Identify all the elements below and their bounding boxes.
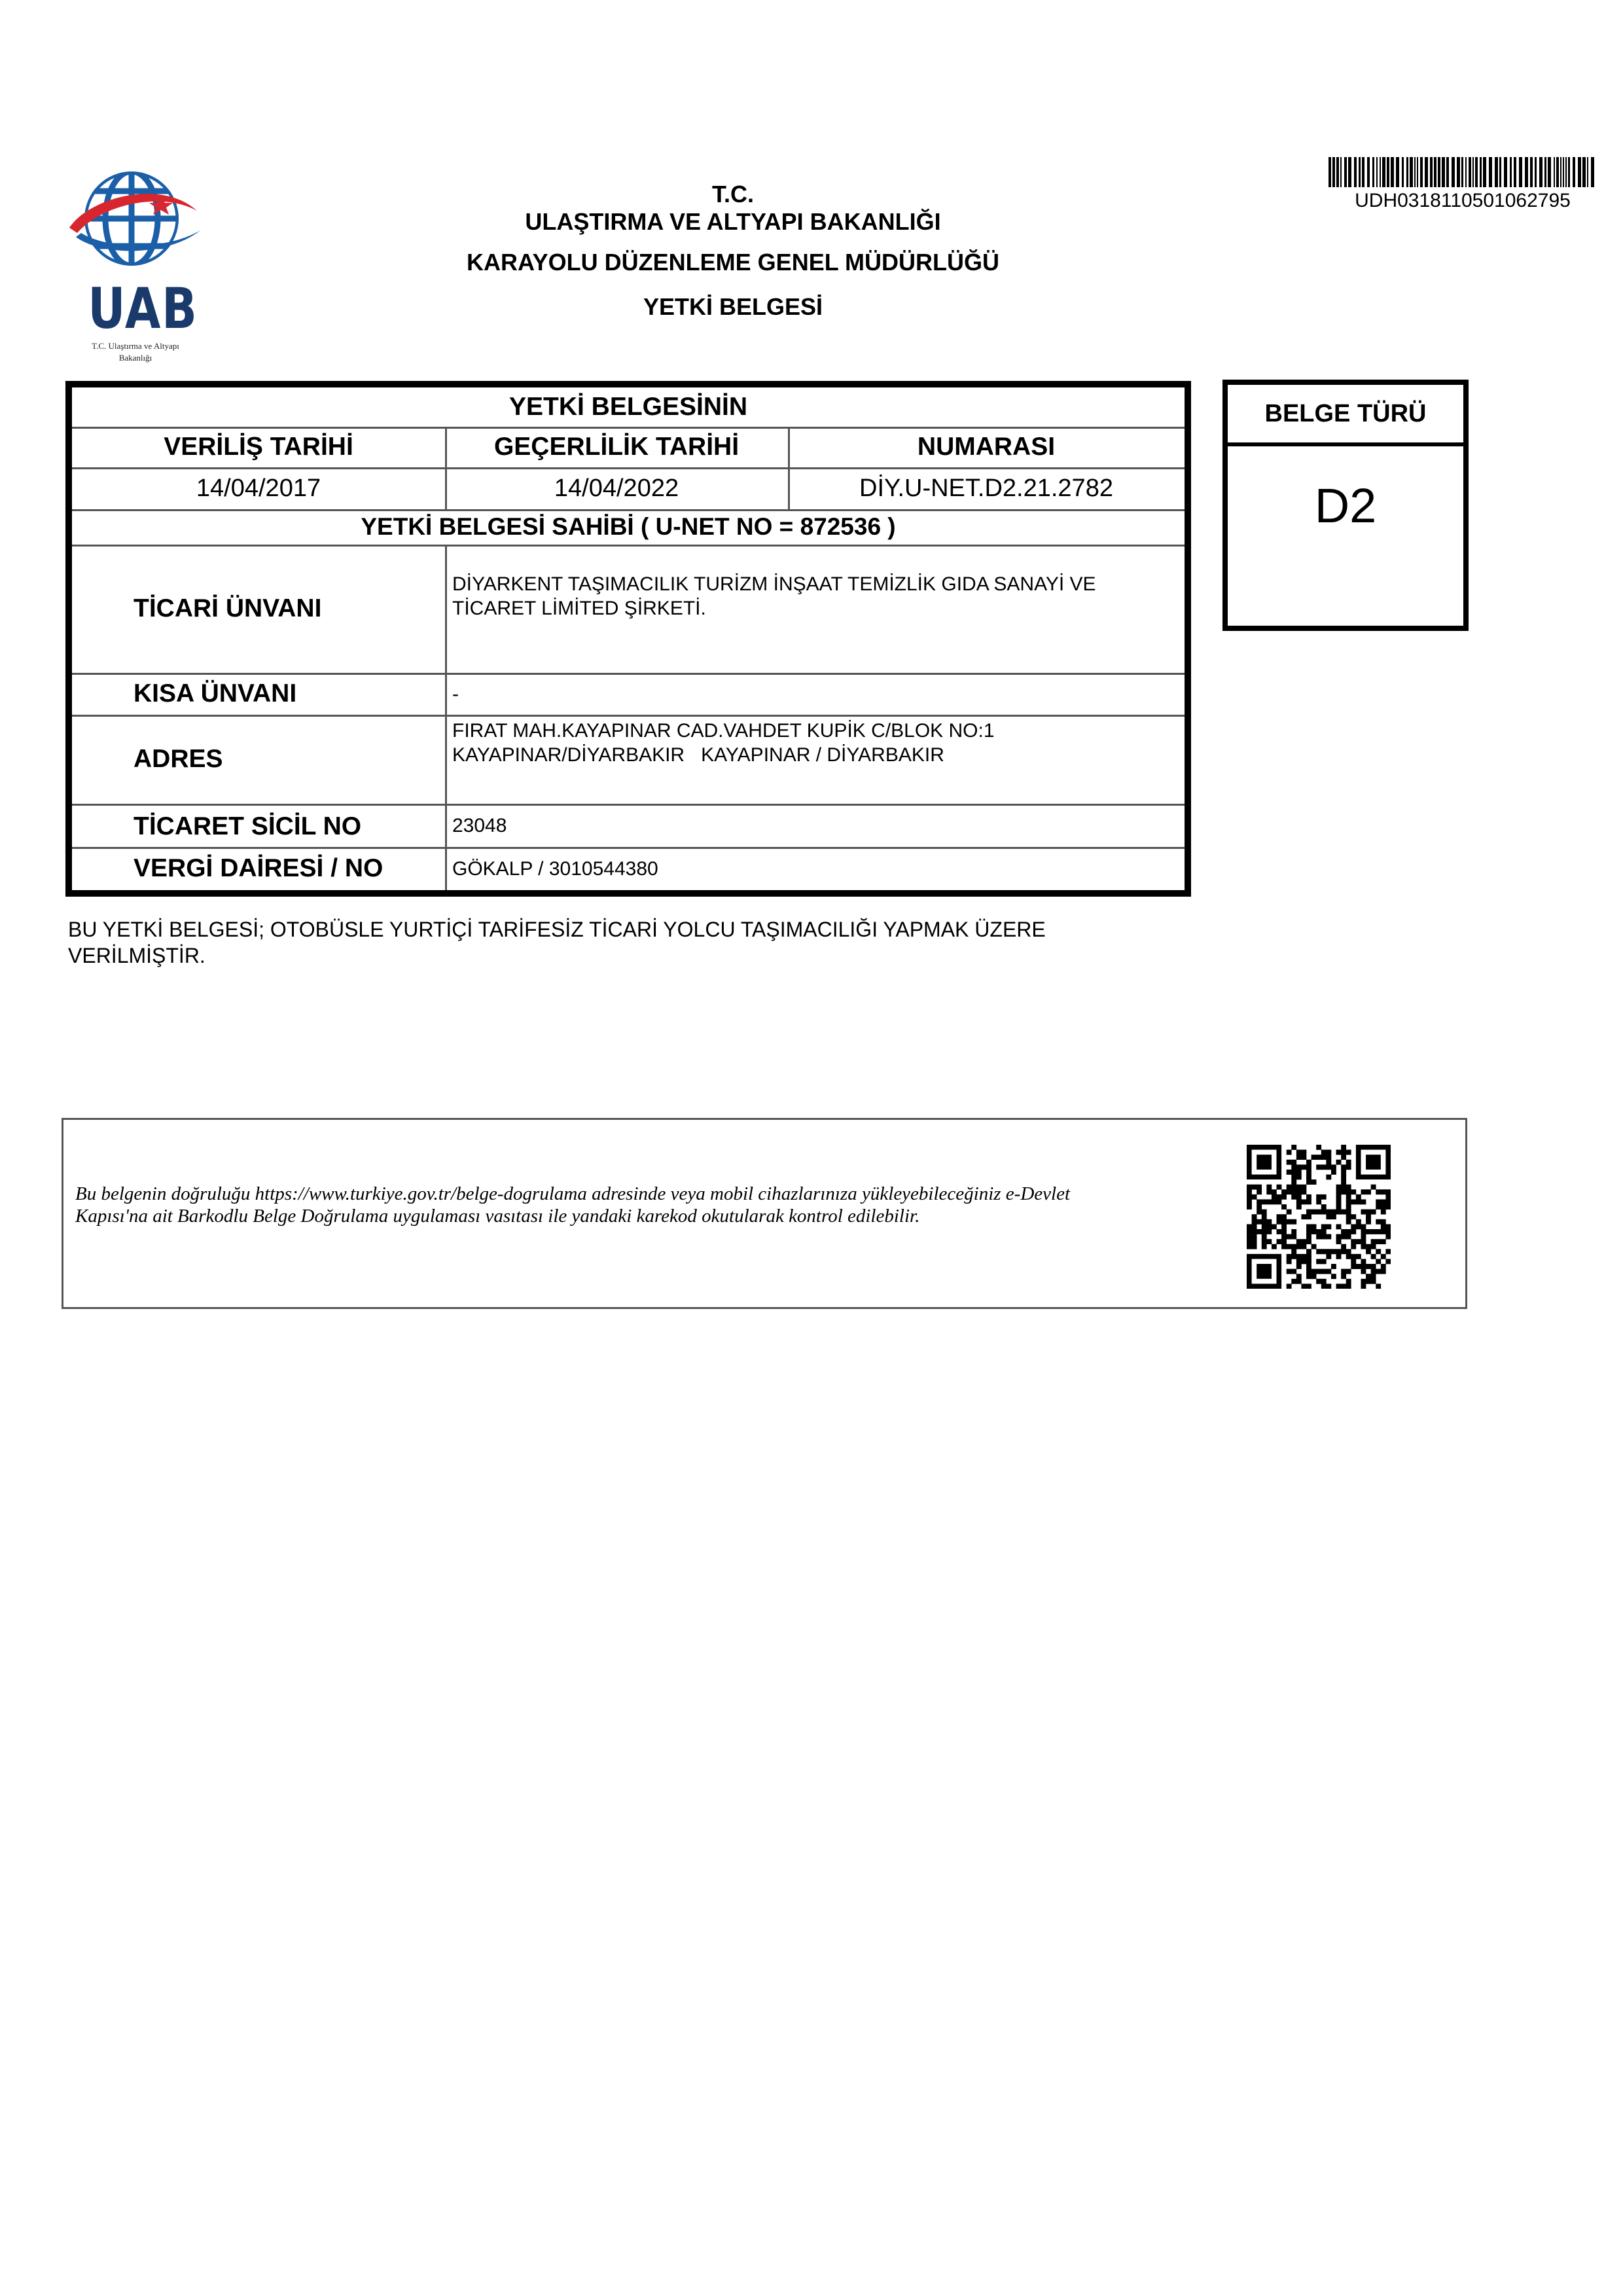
barcode xyxy=(1329,157,1597,187)
row-label-tax-office: VERGİ DAİRESİ / NO xyxy=(134,854,383,882)
verification-text: Bu belgenin doğruluğu https://www.turkiye.gov.tr/belge-dogrulama adresinde veya mobil cihazlarınıza yükleyebileceğiniz e-Devlet Kapısı'na ait Barkodlu Belge Doğrulama uygulaması vasıtası ile yandaki karekod okutularak kontrol edilebilir. xyxy=(75,1183,1071,1227)
row-value-address: FIRAT MAH.KAYAPINAR CAD.VAHDET KUPİK C/BLOK NO:1 KAYAPINAR/DİYARBAKIR KAYAPINAR / DİYARBAKIR xyxy=(452,720,995,766)
row-value-trade-name: DİYARKENT TAŞIMACILIK TURİZM İNŞAAT TEMİZLİK GIDA SANAYİ VE TİCARET LİMİTED ŞİRKETİ. xyxy=(452,573,1096,619)
validity-date-value: 14/04/2022 xyxy=(554,474,679,502)
row-value-short-name: - xyxy=(452,683,459,705)
row-label-trade-name: TİCARİ ÜNVANI xyxy=(134,594,322,622)
verification-box xyxy=(62,1118,1467,1309)
column-header-issue-date: VERİLİŞ TARİHİ xyxy=(164,433,353,461)
row-value-tax-office: GÖKALP / 3010544380 xyxy=(452,857,658,880)
document-type-label: BELGE TÜRÜ xyxy=(1228,385,1463,446)
header-country: T.C. xyxy=(711,181,754,207)
row-label-short-name: KISA ÜNVANI xyxy=(134,679,297,708)
qr-code[interactable] xyxy=(1247,1145,1391,1289)
row-label-address: ADRES xyxy=(134,745,223,773)
document-type-value: D2 xyxy=(1314,478,1377,533)
issue-date-value: 14/04/2017 xyxy=(196,474,321,502)
header-ministry: ULAŞTIRMA VE ALTYAPI BAKANLIĞI xyxy=(525,208,941,235)
column-header-number: NUMARASI xyxy=(917,433,1056,461)
logo-text: UAB xyxy=(88,276,198,342)
row-label-trade-registry: TİCARET SİCİL NO xyxy=(134,812,362,840)
section-title: YETKİ BELGESİNİN xyxy=(508,393,748,421)
barcode-number: UDH0318110501062795 xyxy=(1355,190,1571,211)
row-value-trade-registry: 23048 xyxy=(452,814,507,836)
certificate-number-value: DİY.U-NET.D2.21.2782 xyxy=(859,474,1113,502)
logo-subtitle: T.C. Ulaştırma ve Altyapı Bakanlığı xyxy=(92,341,179,363)
holder-title: YETKİ BELGESİ SAHİBİ ( U-NET NO = 872536 ) xyxy=(361,513,896,540)
document-title: YETKİ BELGESİ xyxy=(643,293,823,320)
column-header-validity-date: GEÇERLİLİK TARİHİ xyxy=(493,433,740,461)
header-directorate: KARAYOLU DÜZENLEME GENEL MÜDÜRLÜĞÜ xyxy=(466,249,1000,276)
certificate-table xyxy=(65,381,1191,897)
authorization-statement: BU YETKİ BELGESİ; OTOBÜSLE YURTİÇİ TARİFESİZ TİCARİ YOLCU TAŞIMACILIĞI YAPMAK ÜZERE VERİLMİŞTİR. xyxy=(68,918,1046,967)
document-type-box xyxy=(1222,380,1469,631)
